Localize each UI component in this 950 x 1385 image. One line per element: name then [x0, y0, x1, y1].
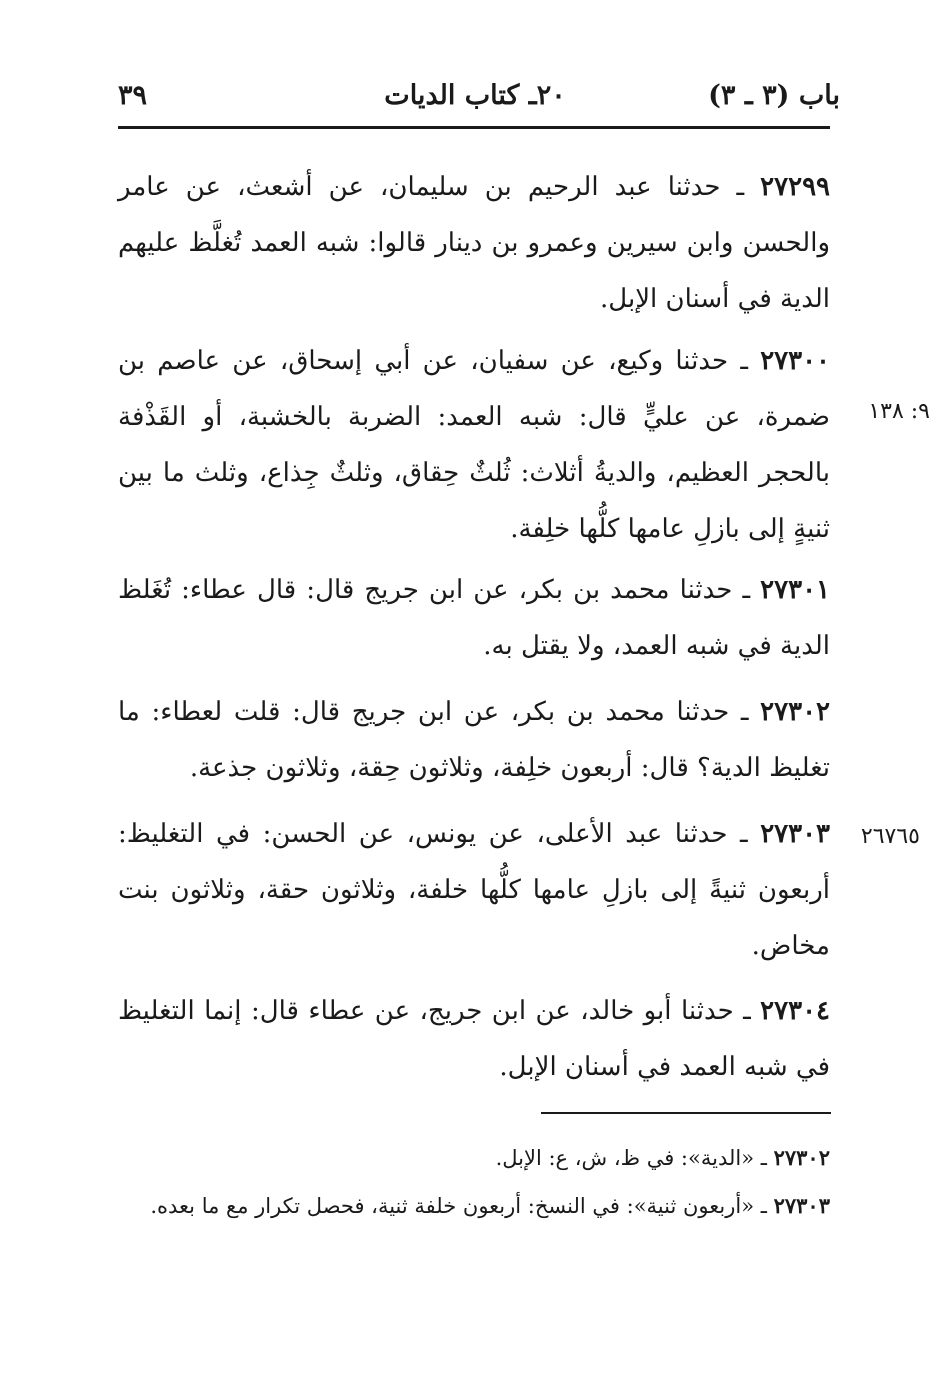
hadith-number: ٢٧٢٩٩ [760, 172, 830, 202]
hadith-paragraph [118, 983, 830, 1095]
margin-reference: ٢٦٧٦٥ [860, 824, 920, 849]
hadith-number: ٢٧٣٠٠ [760, 346, 831, 376]
hadith-number: ٢٧٣٠٢ [760, 697, 830, 727]
hadith-text: ـ حدثنا عبد الرحيم بن سليمان، عن أشعث، عن عامر والحسن وابن سيرين وعمرو بن دينار قالوا: شبه العمد تُغلَّظ عليهم الدية في أسنان الإبل. [118, 172, 830, 314]
chapter-heading: باب (٣ ـ ٣) [708, 80, 840, 111]
hadith-paragraph [118, 684, 830, 796]
footnote [118, 1183, 830, 1229]
header-rule [118, 126, 830, 129]
hadith-text: ـ حدثنا وكيع، عن سفيان، عن أبي إسحاق، عن عاصم بن ضمرة، عن عليٍّ قال: شبه العمد: الضربة بالخشبة، أو القَذْفة بالحجر العظيم، والديةُ أثلاث: ثُلثٌ حِقاق، وثلثٌ جِذاع، وثلث ما بين ثنيةٍ إلى بازلِ عامها كلُّها خلِفة. [118, 346, 830, 544]
hadith-paragraph [118, 806, 830, 974]
hadith-number: ٢٧٣٠٣ [760, 819, 831, 849]
hadith-number: ٢٧٣٠٤ [760, 996, 830, 1026]
hadith-text: ـ حدثنا محمد بن بكر، عن ابن جريج قال: قال عطاء: تُغَلظ الدية في شبه العمد، ولا يقتل به. [118, 575, 830, 661]
hadith-paragraph [118, 159, 830, 327]
hadith-text: ـ حدثنا محمد بن بكر، عن ابن جريج قال: قلت لعطاء: ما تغليظ الدية؟ قال: أربعون خلِفة، وثلاثون حِقة، وثلاثون جذعة. [118, 697, 830, 783]
footnote-text: ـ «الدية»: في ظ، ش، ع: الإبل. [495, 1146, 767, 1170]
margin-reference: ٩: ١٣٨ [868, 399, 930, 424]
page-number: ٣٩ [118, 80, 148, 111]
footnote-separator [541, 1112, 831, 1114]
hadith-number: ٢٧٣٠١ [760, 575, 830, 605]
hadith-paragraph [118, 562, 830, 674]
footnote [118, 1135, 830, 1181]
footnote-number: ٢٧٣٠٢ [773, 1145, 830, 1170]
hadith-paragraph [118, 333, 830, 557]
hadith-text: ـ حدثنا عبد الأعلى، عن يونس، عن الحسن: في التغليظ: أربعون ثنيةً إلى بازلِ عامها كلُّها خلفة، وثلاثون حقة، وثلاثون بنت مخاض. [118, 819, 830, 961]
hadith-text: ـ حدثنا أبو خالد، عن ابن جريج، عن عطاء قال: إنما التغليظ في شبه العمد في أسنان الإبل. [118, 996, 830, 1082]
footnote-number: ٢٧٣٠٣ [773, 1193, 830, 1218]
book-title: ٢٠ـ كتاب الديات [384, 80, 566, 111]
footnote-text: ـ «أربعون ثنية»: في النسخ: أربعون خلفة ثنية، فحصل تكرار مع ما بعده. [150, 1194, 767, 1218]
